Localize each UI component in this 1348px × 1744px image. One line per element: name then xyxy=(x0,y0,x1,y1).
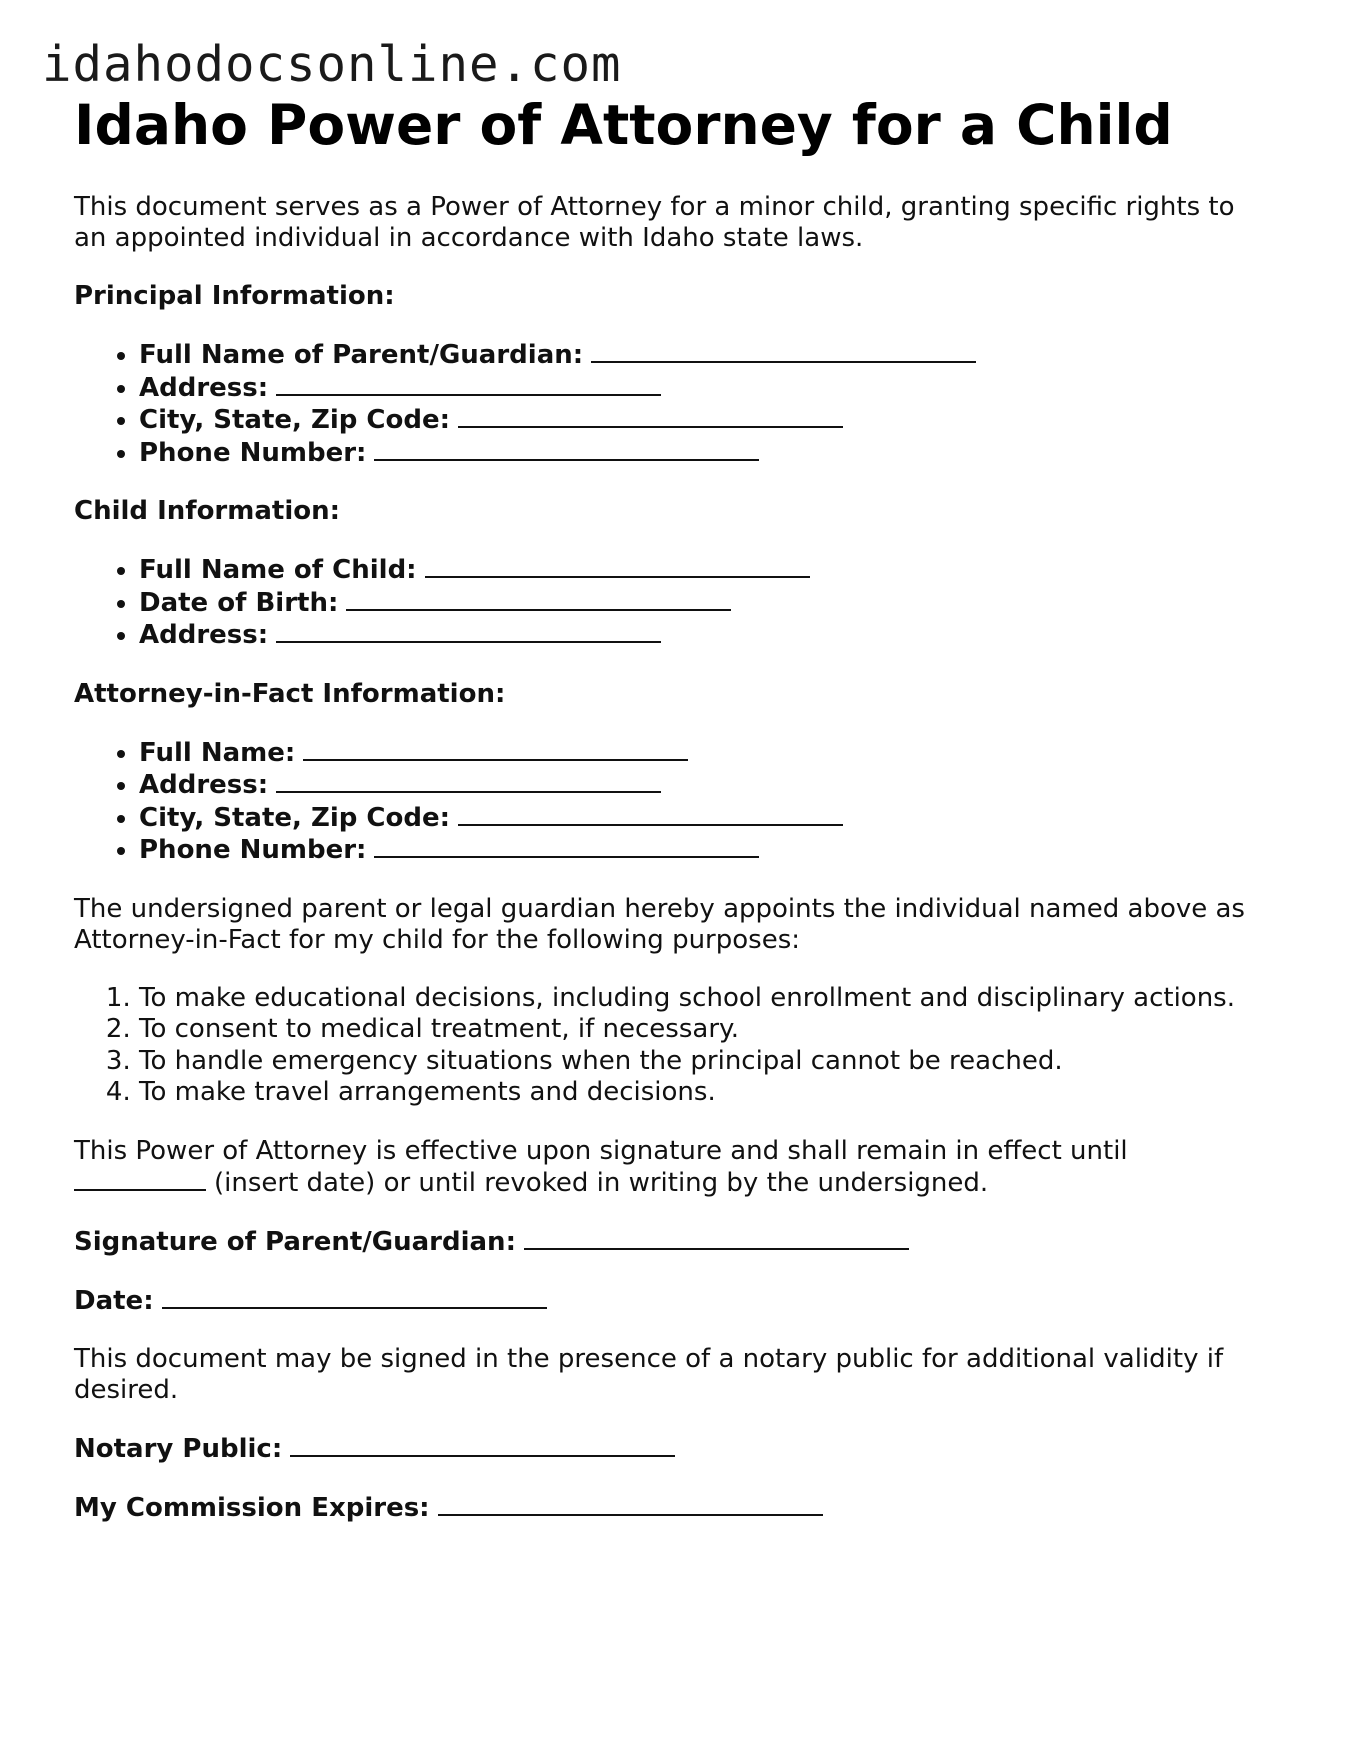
field-label: Date of Birth: xyxy=(139,587,339,618)
attorney-heading: Attorney-in-Fact Information: xyxy=(74,678,506,709)
field-label: Full Name: xyxy=(139,737,296,768)
principal-field xyxy=(139,339,1274,372)
blank-line[interactable] xyxy=(374,834,759,858)
field-label: Phone Number: xyxy=(139,835,367,865)
signature-line xyxy=(74,1226,1274,1258)
notary-note: This document may be signed in the presence of a notary public for additional validity if desired. xyxy=(74,1343,1224,1405)
blank-line[interactable] xyxy=(591,339,976,363)
principal-field xyxy=(139,404,1274,437)
purpose-item: 2. To consent to medical treatment, if necessary. xyxy=(139,1014,1274,1046)
date-blank[interactable] xyxy=(162,1285,547,1309)
effective-paragraph xyxy=(74,1136,1274,1199)
signature-label: Signature of Parent/Guardian: xyxy=(74,1226,516,1257)
date-label: Date: xyxy=(74,1285,154,1316)
principal-heading: Principal Information: xyxy=(74,281,395,311)
field-label: City, State, Zip Code: xyxy=(139,405,450,435)
document-title: Idaho Power of Attorney for a Child xyxy=(74,93,1173,157)
attorney-field xyxy=(139,737,1274,770)
document-page xyxy=(74,94,1274,1551)
blank-line[interactable] xyxy=(303,737,688,761)
date-line xyxy=(74,1285,1274,1317)
blank-line[interactable] xyxy=(458,802,843,826)
purpose-list xyxy=(74,983,1274,1109)
notary-blank[interactable] xyxy=(290,1433,675,1457)
blank-line[interactable] xyxy=(276,769,661,793)
child-field xyxy=(139,587,1274,620)
field-label: Address: xyxy=(139,620,269,650)
field-label: Full Name of Parent/Guardian: xyxy=(139,340,584,370)
commission-line xyxy=(74,1492,1274,1524)
notary-line xyxy=(74,1433,1274,1465)
blank-line[interactable] xyxy=(346,587,731,611)
child-field-list xyxy=(74,554,1274,652)
effective-date-blank[interactable] xyxy=(74,1167,206,1191)
blank-line[interactable] xyxy=(276,372,661,396)
child-field xyxy=(139,619,1274,652)
attorney-field xyxy=(139,834,1274,867)
appointment-paragraph: The undersigned parent or legal guardian hereby appoints the individual named above as Attorney-in-Fact for my child for the following purposes: xyxy=(74,893,1245,955)
signature-blank[interactable] xyxy=(524,1226,909,1250)
attorney-field xyxy=(139,769,1274,802)
intro-paragraph: This document serves as a Power of Attorney for a minor child, granting specific rights to an appointed individual in accordance with Idaho state laws. xyxy=(74,192,1235,253)
child-heading: Child Information: xyxy=(74,496,341,526)
blank-line[interactable] xyxy=(425,554,810,578)
commission-blank[interactable] xyxy=(438,1492,823,1516)
purpose-item: 3. To handle emergency situations when the principal cannot be reached. xyxy=(139,1046,1274,1078)
purpose-item: 4. To make travel arrangements and decisions. xyxy=(139,1077,1274,1109)
blank-line[interactable] xyxy=(276,619,661,643)
effective-text-before: This Power of Attorney is effective upon signature and shall remain in effect until xyxy=(74,1135,1128,1166)
field-label: Address: xyxy=(139,372,269,403)
commission-label: My Commission Expires: xyxy=(74,1492,430,1523)
blank-line[interactable] xyxy=(374,437,759,461)
child-field xyxy=(139,554,1274,587)
field-label: Address: xyxy=(139,770,269,800)
field-label: Full Name of Child: xyxy=(139,555,417,585)
principal-field-list xyxy=(74,339,1274,469)
principal-field xyxy=(139,372,1274,405)
notary-label: Notary Public: xyxy=(74,1433,283,1464)
attorney-field-list xyxy=(74,737,1274,867)
attorney-field xyxy=(139,802,1274,835)
field-label: City, State, Zip Code: xyxy=(139,802,450,833)
principal-field xyxy=(139,437,1274,470)
effective-text-after: (insert date) or until revoked in writing by the undersigned. xyxy=(214,1167,989,1198)
blank-line[interactable] xyxy=(458,404,843,428)
site-watermark: idahodocsonline.com xyxy=(42,36,622,93)
field-label: Phone Number: xyxy=(139,437,367,468)
purpose-item: 1. To make educational decisions, including school enrollment and disciplinary actions. xyxy=(139,983,1274,1015)
